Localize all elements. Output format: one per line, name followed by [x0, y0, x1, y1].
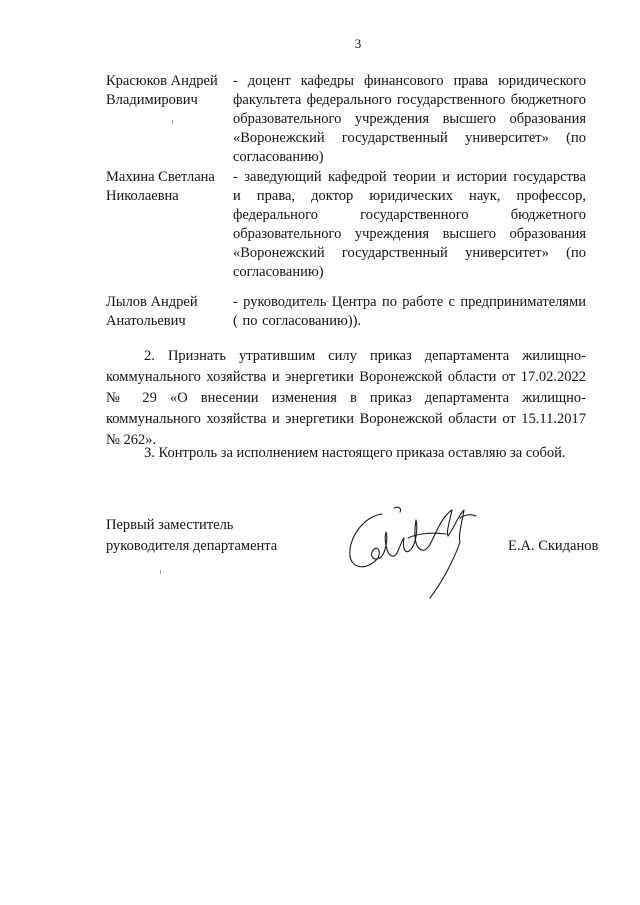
scan-speck [172, 120, 173, 124]
member-name: Красюков Андрей Владимирович [106, 73, 218, 108]
handwritten-signature [342, 498, 492, 608]
paragraph-repeal: 2. Признать утратившим силу приказ департамента жилищно-коммунального хозяйства и энергетики Воронежской области от 17.02.2022 № 29 «О внесении изменения в приказ департамента жилищно-коммунального хозяйства и энергетики Воронежской области от 15.11.2017 № 262». [106, 348, 586, 448]
signer-title [106, 515, 326, 557]
member-description: - руководитель Центра по работе с предпринимателями ( по согласованию)). [233, 294, 586, 329]
member-entry [106, 72, 586, 165]
paragraph-control: 3. Контроль за исполнением настоящего приказа оставляю за собой. [144, 445, 566, 461]
signer-title-line: Первый заместитель [106, 517, 234, 533]
member-entry [106, 168, 586, 278]
member-description: - доцент кафедры финансового права юридического факультета федерального государственного бюджетного образовательного учреждения высшего образования «Воронежский государственный университет» (по согласованию) [233, 73, 586, 165]
signer-name: Е.А. Скиданов [508, 538, 599, 554]
signer-title-line: руководителя департамента [106, 538, 278, 554]
scan-speck [160, 570, 161, 574]
member-name: Лылов Андрей Анатольевич [106, 294, 198, 329]
member-name: Махина Светлана Николаевна [106, 169, 215, 204]
member-entry [106, 293, 586, 333]
member-description: - заведующий кафедрой теории и истории государства и права, доктор юридических наук, профессор, федерального государственного бюджетного образовательного учреждения высшего образования «Воронежский государственный университет» (по согласованию) [233, 169, 586, 280]
page-number: 3 [354, 36, 362, 51]
